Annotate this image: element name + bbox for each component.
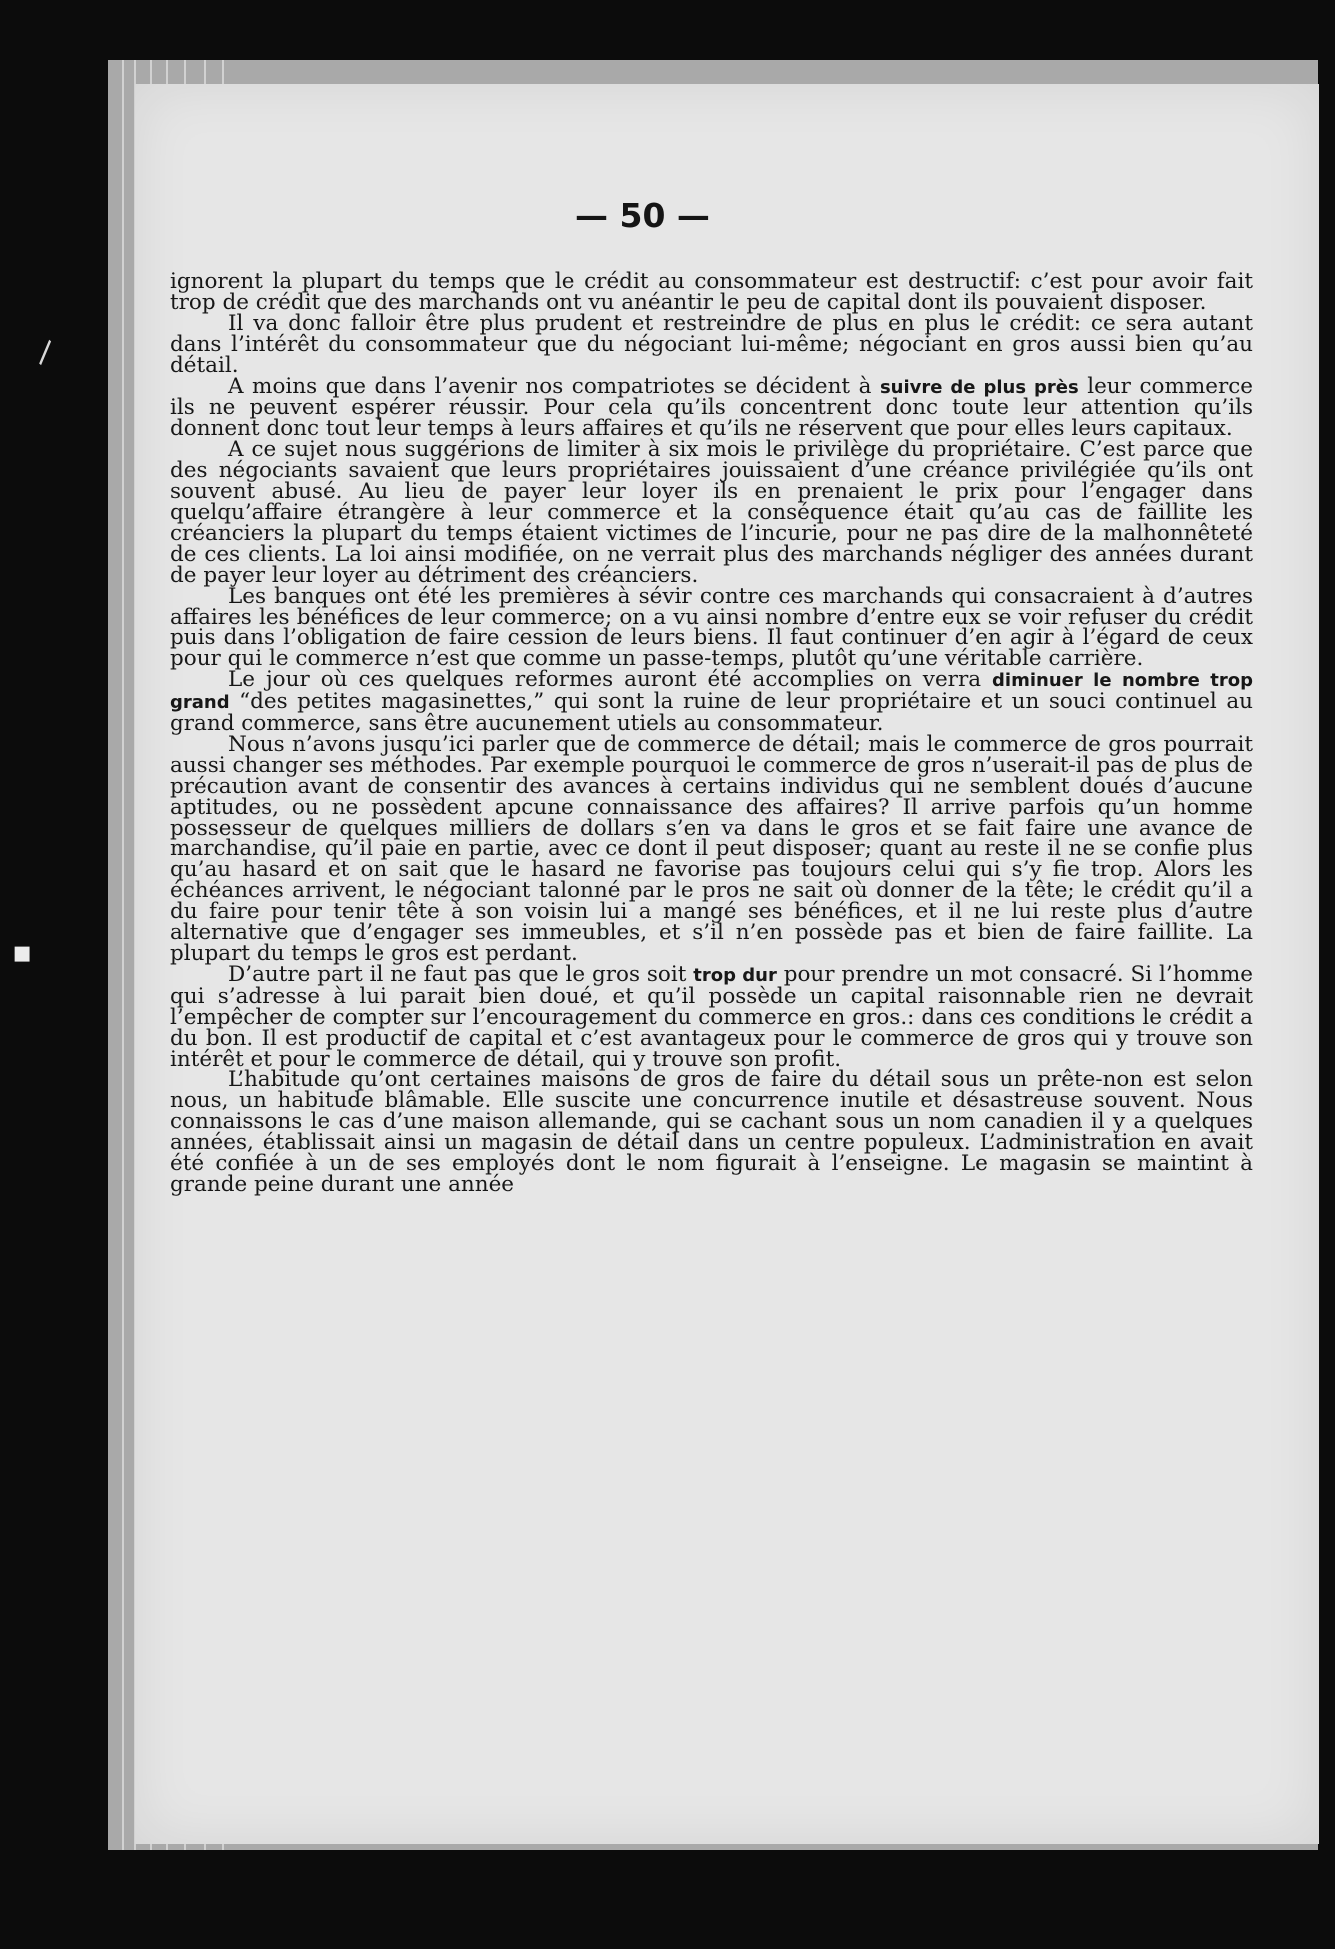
paragraph: [170, 583, 1253, 672]
paragraph-text: A moins que dans l’avenir nos compatriotes se décident à: [228, 373, 880, 399]
paragraph-text: leur commerce ils ne peuvent espérer réussir. Pour cela qu’ils concentrent donc toute leur attention qu’ils donnent donc tout leur temps à leurs affaires et qu’ils ne réservent que pour elles leurs capitaux.: [170, 373, 1253, 442]
paragraph: [170, 437, 1253, 588]
paragraph: [170, 373, 1253, 442]
paragraph: [170, 667, 1254, 737]
paragraph-text: pour prendre un mot consacré. Si l’homme qui s’adresse à lui parait bien doué, et qu’il possède un capital raisonnable rien ne devrait l’empêcher de compter sur l’encouragement du commerce en gros.: dans ces conditions le crédit a du bon. Il est productif de capital et c’est avantageux pour le commerce de gros qui y trouve son intérêt et pour le commerce de détail, qui y trouve son profit.: [170, 961, 1253, 1072]
paragraph-text: L’habitude qu’ont certaines maisons de gros de faire du détail sous un prête-non est selon nous, un habitude blâmable. Elle suscite une concurrence inutile et désastreuse souvent. Nous connaissons le cas d’une maison allemande, qui se cachant sous un nom canadien il y a quelques années, établissait ainsi un magasin de détail dans un centre populeux. L’administration en avait été confiée à un de ses employés dont le nom figurait à l’enseigne. Le magasin se maintint à grande peine durant une année: [170, 1067, 1253, 1197]
paragraph-text: “des petites magasinettes,” qui sont la ruine de leur propriétaire et un souci continuel au grand commerce, sans être aucunement utiels au consommateur.: [170, 689, 1253, 737]
paragraph: [170, 269, 1253, 315]
paragraph-text: Le jour où ces quelques reformes auront été accomplies on verra: [228, 667, 993, 693]
paragraph-text: Nous n’avons jusqu’ici parler que de commerce de détail; mais le commerce de gros pourrait aussi changer ses méthodes. Par exemple pourquoi le commerce de gros n’userait-il pas de plus de précaution avant de consentir des avances à certains individus qui ne semblent doués d’aucune aptitudes, ou ne possèdent apcune connaissance des affaires? Il arrive parfois qu’un homme possesseur de quelques milliers de dollars s’en va dans le gros et se fait faire une avance de marchandise, qu’il paie en partie, avec ce dont il peut disposer; quant au reste il ne se confie plus qu’au hasard et on sait que le hasard ne favorise pas toujours celui qui s’y fie trop. Alors les échéances arrivent, le négociant talonné par le pros ne sait où donner de la tête; le crédit qu’il a du faire pour tenir tête à son voisin lui a mangé ses bénéfices, et il ne lui reste plus d’autre alternative que d’engager ses immeubles, et s’il n’en possède pas et bien de faire faillite. La plupart du temps le gros est perdant.: [170, 731, 1253, 966]
scan-artifact: ▪: [12, 935, 33, 970]
emphasis-text: suivre de plus près: [879, 376, 1079, 398]
paragraph-text: A ce sujet nous suggérions de limiter à six mois le privilège du propriétaire. C’est parce que des négociants savaient que leurs propriétaires jouissaient d’une créance privilégiée qu’ils ont souvent abusé. Au lieu de payer leur loyer ils en prenaient le prix pour l’engager dans quelqu’affaire étrangère à leur commerce et la conséquence était qu’au cas de faillite les créanciers la plupart du temps étaient victimes de l’incurie, pour ne pas dire de la malhonnêteté de ces clients. La loi ainsi modifiée, on ne verrait plus des marchands négliger des années durant de payer leur loyer au détriment des créanciers.: [170, 437, 1253, 588]
emphasis-text: trop dur: [693, 964, 777, 986]
page-number: — 50 —: [575, 196, 710, 235]
paragraph-text: Les banques ont été les premières à sévir contre ces marchands qui consacraient à d’autres affaires les bénéfices de leur commerce; on a vu ainsi nombre d’entre eux se voir refuser du crédit puis dans l’obligation de faire cession de leurs biens. Il faut continuer d’en agir à l’égard de ceux pour qui le commerce n’est que comme un passe-temps, plutôt qu’une véritable carrière.: [170, 583, 1253, 672]
paragraph: [170, 961, 1253, 1072]
scan-artifact: \: [29, 335, 61, 370]
emphasis-text: diminuer le nombre trop grand: [170, 670, 1254, 714]
paragraph-text: ignorent la plupart du temps que le crédit au consommateur est destructif: c’est pour avoir fait trop de crédit que des marchands ont vu anéantir le peu de capital dont ils pouvaient disposer.: [170, 269, 1253, 315]
paragraph: [170, 1067, 1253, 1197]
page-body-text: [170, 269, 1254, 1197]
paragraph: [170, 310, 1253, 378]
paragraph-text: Il va donc falloir être plus prudent et restreindre de plus en plus le crédit: ce sera autant dans l’intérêt du consommateur que du négociant lui-même; négociant en gros aussi bien qu’au détail.: [170, 310, 1253, 378]
paragraph: [170, 731, 1253, 966]
paragraph-text: D’autre part il ne faut pas que le gros soit: [228, 961, 694, 987]
